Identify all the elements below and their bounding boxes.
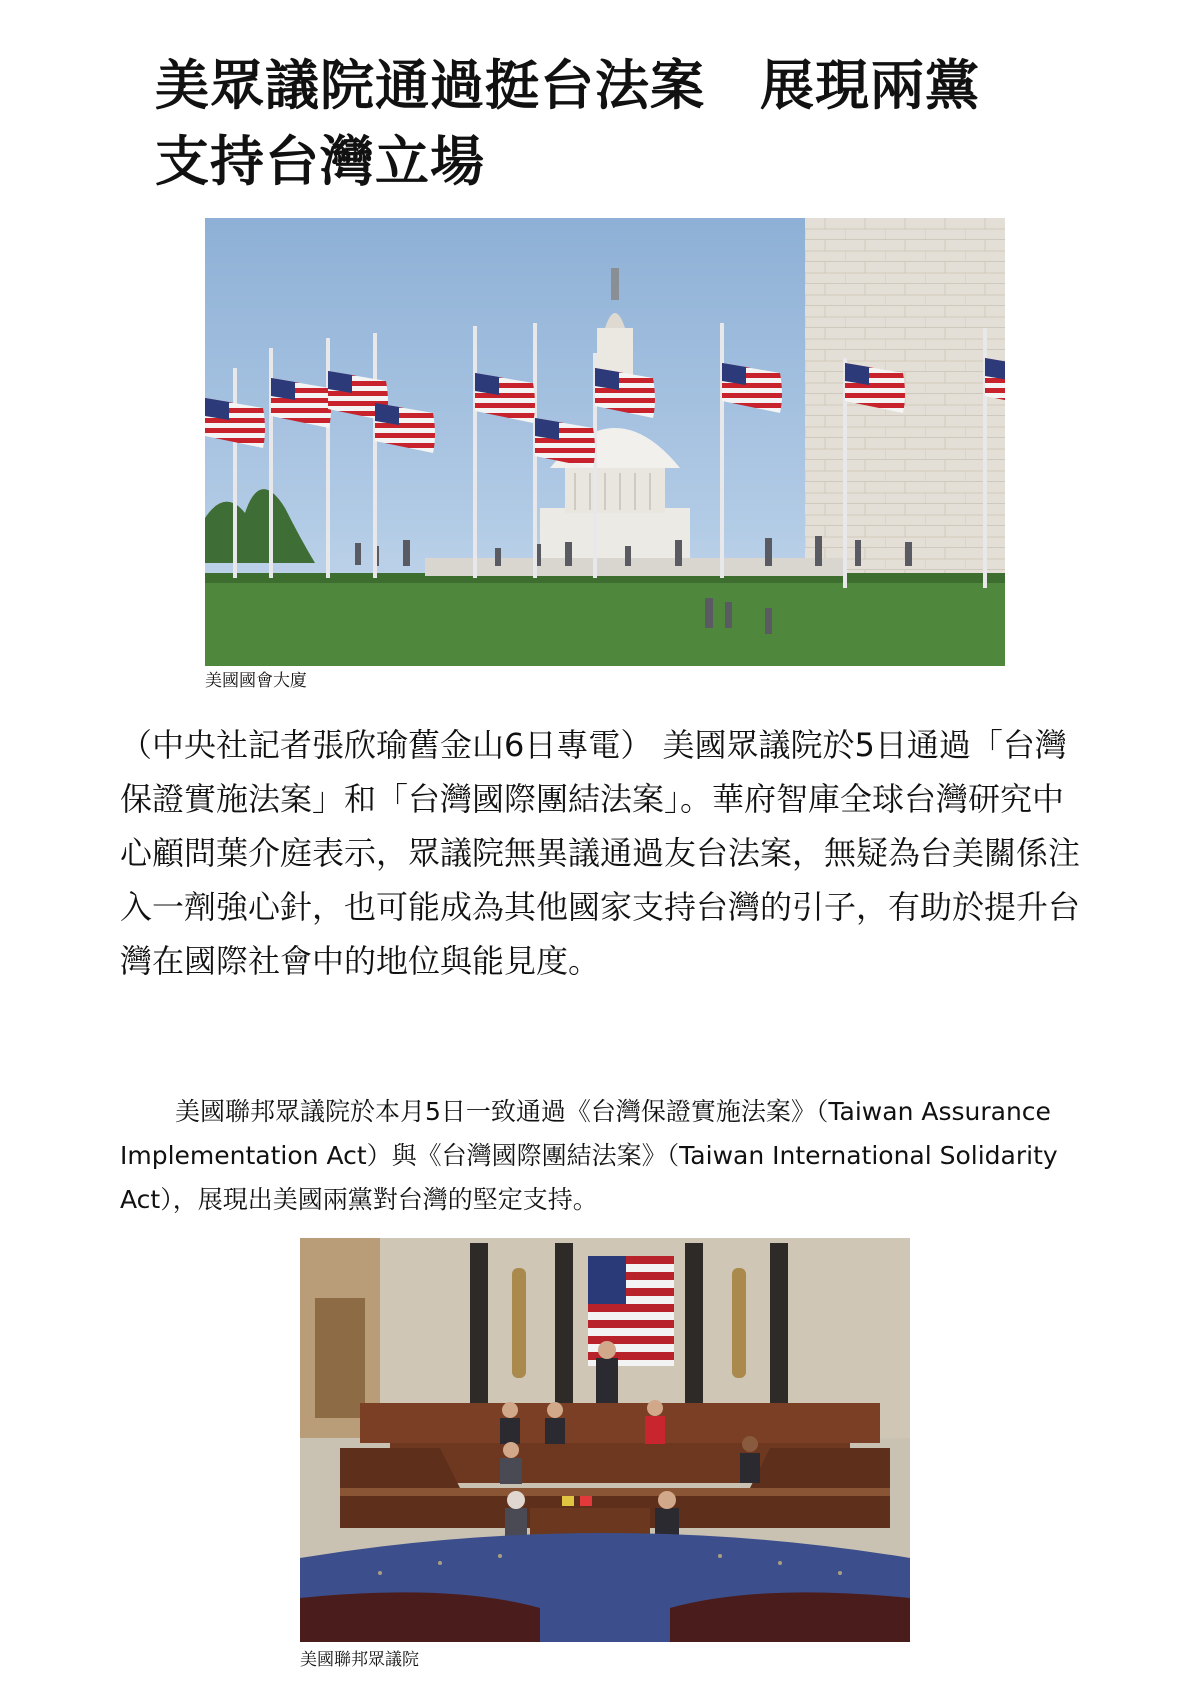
photo-caption: 美國聯邦眾議院 xyxy=(300,1650,419,1670)
article-headline xyxy=(155,48,1115,200)
body-paragraph: 美國聯邦眾議院於本月5日一致通過《台灣保證實施法案》（Taiwan Assurance Implementation Act）與《台灣國際團結法案》（Taiwan International Solidarity Act），展現出美國兩黨對台灣的堅定支持。 xyxy=(120,1097,1058,1214)
house-chamber-photo xyxy=(300,1238,910,1642)
headline-line-1: 美眾議院通過挺台法案 展現兩黨 xyxy=(155,54,980,117)
headline-line-2: 支持台灣立場 xyxy=(155,130,485,193)
lead-paragraph: （中央社記者張欣瑜舊金山6日專電） 美國眾議院於5日通過「台灣保證實施法案」和「台灣國際團結法案」。華府智庫全球台灣研究中心顧問葉介庭表示，眾議院無異議通過友台法案，無疑為台美關係注入一劑強心針，也可能成為其他國家支持台灣的引子，有助於提升台灣在國際社會中的地位與能見度。 xyxy=(120,726,1081,980)
capitol-with-flags-photo xyxy=(205,218,1005,666)
photo-caption: 美國國會大廈 xyxy=(205,671,307,691)
